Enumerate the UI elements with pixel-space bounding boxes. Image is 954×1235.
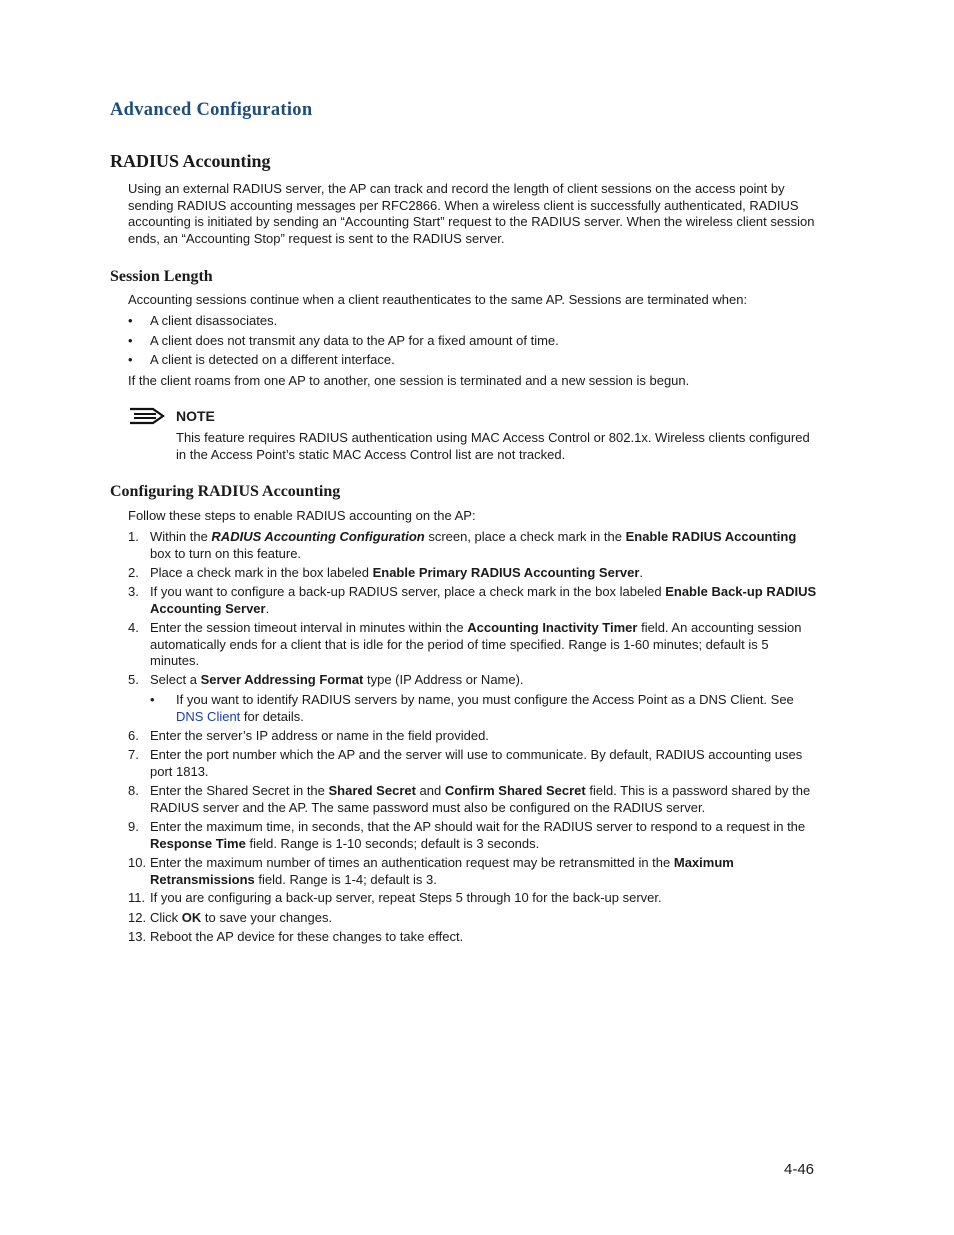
- section-header: Advanced Configuration: [110, 100, 313, 120]
- field-name: Enable Primary RADIUS Accounting Server: [372, 565, 640, 580]
- step-13: [128, 929, 818, 946]
- step-text-part: to save your changes.: [201, 910, 333, 925]
- step-number: 9.: [128, 819, 139, 834]
- step-11: [128, 890, 818, 907]
- step-4: [128, 620, 818, 670]
- step-text-part: type (IP Address or Name).: [363, 672, 524, 687]
- step-8: [128, 783, 818, 816]
- step-number: 5.: [128, 672, 139, 687]
- step-text: [150, 819, 818, 852]
- step-number: 1.: [128, 529, 139, 544]
- step-text: [150, 672, 818, 689]
- step-number: 3.: [128, 584, 139, 599]
- step-1: [128, 529, 818, 562]
- step-text: [150, 783, 818, 816]
- step-text-part: If you want to configure a back-up RADIUS server, place a check mark in the box labeled: [150, 584, 666, 599]
- step-text-part: Enter the session timeout interval in minutes within the: [150, 620, 468, 635]
- session-length-intro: Accounting sessions continue when a client reauthenticates to the same AP. Sessions are terminated when:: [128, 292, 748, 307]
- field-name: Shared Secret: [328, 783, 416, 798]
- step-2: [128, 565, 818, 582]
- step-text-part: Select a: [150, 672, 201, 687]
- step-text-part: field. This is a password shared by the RADIUS server and the AP. The same password must also be configured on the RADIUS server.: [150, 783, 811, 815]
- step-3: [128, 584, 818, 617]
- radius-accounting-heading: RADIUS Accounting: [110, 151, 271, 171]
- step-text-part: Enter the Shared Secret in the: [150, 783, 329, 798]
- step-10: [128, 855, 818, 888]
- field-name: Enable Back-up RADIUS Accounting Server: [150, 584, 817, 616]
- step-text: Enter the server’s IP address or name in the field provided.: [150, 728, 489, 743]
- note-title: NOTE: [176, 408, 215, 424]
- step-5: [128, 672, 818, 689]
- step-text-part: Click: [150, 910, 182, 925]
- bullet-marker: •: [128, 352, 133, 367]
- button-name: OK: [181, 910, 202, 925]
- step-text-part: .: [639, 565, 644, 580]
- step-text: If you are configuring a back-up server, repeat Steps 5 through 10 for the back-up server.: [150, 890, 662, 905]
- step-text-part: and: [415, 783, 445, 798]
- step-number: 7.: [128, 747, 139, 762]
- step-text-part: Place a check mark in the box labeled: [150, 565, 373, 580]
- step-text-part: field. Range is 1-10 seconds; default is 3 seconds.: [245, 835, 540, 851]
- step-number: 12.: [128, 910, 147, 925]
- step-number: 11.: [128, 890, 146, 905]
- step-12: [128, 910, 818, 927]
- session-length-heading: Session Length: [110, 268, 213, 285]
- dns-client-link[interactable]: DNS Client: [176, 708, 241, 724]
- step-7: [128, 747, 818, 780]
- bullet-text-part: for details.: [240, 708, 304, 724]
- step-text-part: Enter the maximum number of times an authentication request may be retransmitted in the: [150, 855, 674, 870]
- field-name: Enable RADIUS Accounting: [625, 529, 797, 544]
- step-text: Enter the port number which the AP and the server will use to communicate. By default, RADIUS accounting uses port 1813.: [150, 747, 803, 779]
- step-text: Reboot the AP device for these changes to take effect.: [150, 929, 464, 944]
- bullet-marker: •: [128, 313, 133, 328]
- step-text-part: screen, place a check mark in the: [424, 529, 626, 544]
- step-text-part: field. An accounting session automatically ends for a client that is idle for the period of time specified. Range is 1-60 minutes; default is 5 minutes.: [150, 620, 802, 668]
- session-length-outro: If the client roams from one AP to another, one session is terminated and a new session is begun.: [128, 373, 690, 388]
- page-number: 4-46: [784, 1161, 815, 1178]
- step-6: [128, 728, 818, 745]
- bullet-text: [176, 692, 818, 725]
- bullet-marker: •: [128, 333, 133, 348]
- screen-name: RADIUS Accounting Configuration: [211, 529, 425, 544]
- bullet-text: A client disassociates.: [150, 313, 278, 328]
- field-name: Confirm Shared Secret: [444, 783, 586, 798]
- step-text: [150, 620, 818, 670]
- step-text: [150, 584, 818, 617]
- list-item: [150, 692, 818, 725]
- step-text: [150, 910, 818, 927]
- step-text-part: box to turn on this feature.: [150, 545, 302, 561]
- step-text-part: .: [265, 600, 270, 616]
- configuring-intro: Follow these steps to enable RADIUS accounting on the AP:: [128, 508, 476, 523]
- step-number: 6.: [128, 728, 139, 743]
- step-number: 2.: [128, 565, 139, 580]
- step-number: 13.: [128, 929, 147, 944]
- step-text-part: Within the: [150, 529, 212, 544]
- step-text: [150, 529, 818, 562]
- step-text: [150, 565, 818, 582]
- step-9: [128, 819, 818, 852]
- step-number: 4.: [128, 620, 139, 635]
- configuring-heading: Configuring RADIUS Accounting: [110, 483, 341, 500]
- bullet-text: A client does not transmit any data to the AP for a fixed amount of time.: [150, 333, 559, 348]
- field-name: Maximum Retransmissions: [150, 855, 734, 887]
- field-name: Response Time: [150, 835, 246, 851]
- step-text-part: Enter the maximum time, in seconds, that the AP should wait for the RADIUS server to respond to a request in the: [150, 819, 806, 834]
- note-arrow-icon: [129, 406, 165, 426]
- bullet-text-part: If you want to identify RADIUS servers by name, you must configure the Access Point as a DNS Client. See: [176, 692, 794, 707]
- step-text: [150, 855, 818, 888]
- step-number: 10.: [128, 855, 147, 870]
- field-name: Accounting Inactivity Timer: [467, 620, 638, 635]
- note-body: This feature requires RADIUS authentication using MAC Access Control or 802.1x. Wireless clients configured in the Access Point’s static MAC Access Control list are not tracked.: [176, 430, 810, 462]
- bullet-text: A client is detected on a different interface.: [150, 352, 395, 367]
- bullet-marker: •: [150, 692, 155, 707]
- field-name: Server Addressing Format: [200, 672, 364, 687]
- step-number: 8.: [128, 783, 139, 798]
- radius-accounting-intro: Using an external RADIUS server, the AP can track and record the length of client sessions on the access point by sending RADIUS accounting messages per RFC2866. When a wireless client is successfully authenticated, RADIUS accounting is initiated by sending an “Accounting Start” request to the RADIUS server. When the wireless client session ends, an “Accounting Stop” request is sent to the RADIUS server.: [128, 181, 815, 246]
- step-text-part: field. Range is 1-4; default is 3.: [254, 871, 437, 887]
